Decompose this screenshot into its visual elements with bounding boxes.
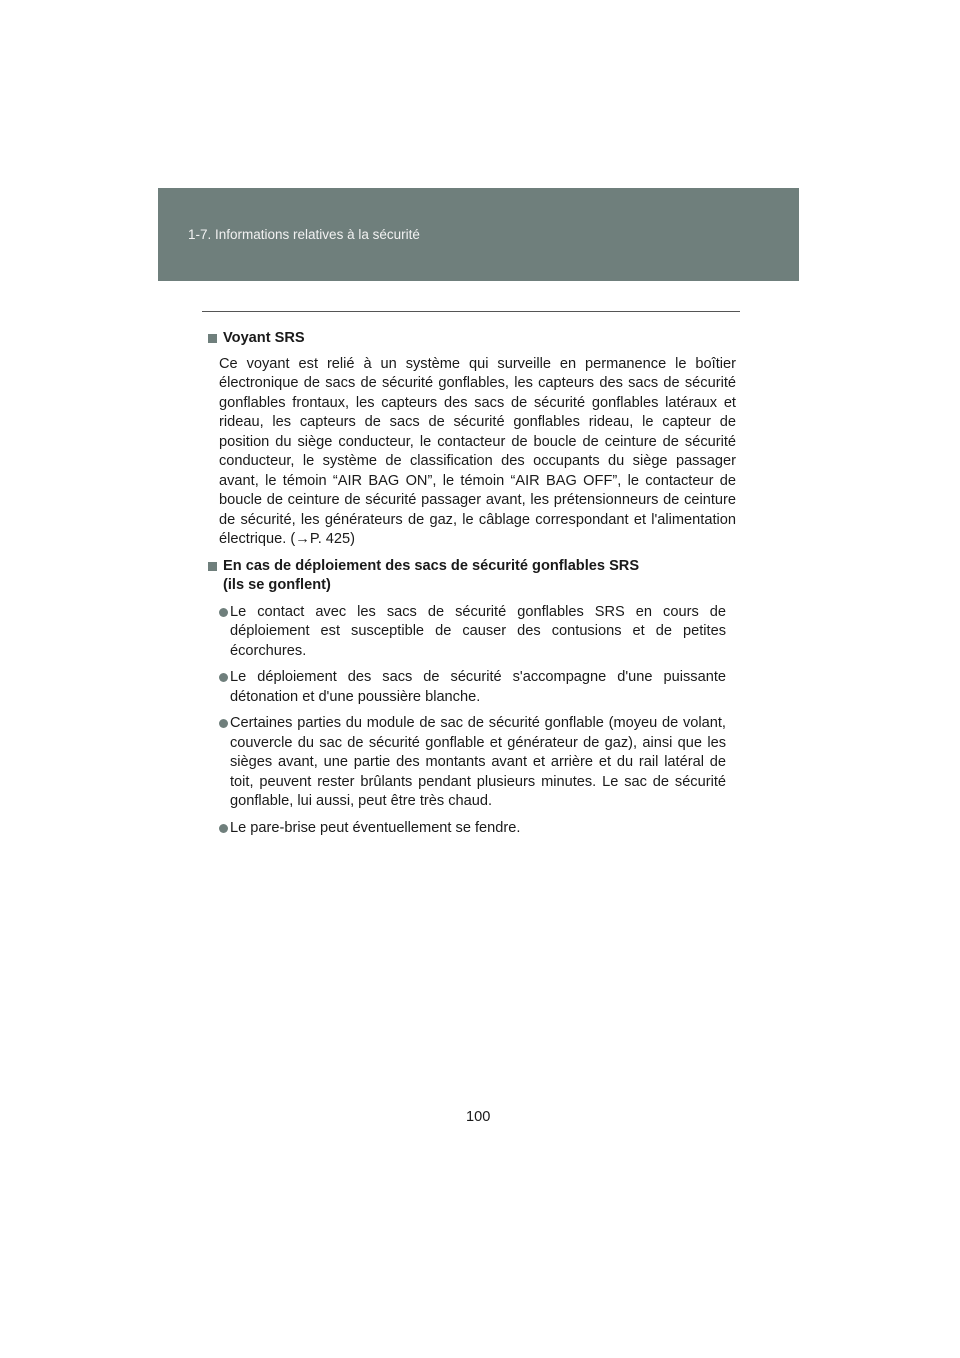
section-heading-text-line2: (ils se gonflent) (223, 577, 331, 593)
round-bullet-icon (219, 608, 228, 617)
deployment-bullet-list (208, 603, 736, 839)
round-bullet-icon (219, 719, 228, 728)
page-number: 100 (466, 1109, 491, 1125)
list-item (208, 819, 726, 839)
list-item-text: Le pare-brise peut éventuellement se fendre. (230, 819, 521, 836)
list-item-text: Certaines parties du module de sac de sécurité gonflable (moyeu de volant, couvercle du sac de sécurité gonflable et générateur de gaz), ainsi que les sièges avant, une partie des montants avant et arrière et du rail latéral de toit, peuvent rester brûlants pendant plusieurs minutes. Le sac de sécurité gonflable, lui aussi, peut être très chaud. (230, 715, 726, 809)
section-heading-text: Voyant SRS (223, 330, 305, 346)
list-item-text: Le déploiement des sacs de sécurité s'accompagne d'une puissante détonation et d'une poussière blanche. (230, 669, 726, 705)
round-bullet-icon (219, 824, 228, 833)
square-bullet-icon (208, 334, 217, 343)
header-divider (202, 311, 740, 312)
page-content (208, 329, 736, 845)
section-heading-srs-warning-light (208, 329, 736, 349)
list-item-text: Le contact avec les sacs de sécurité gonflables SRS en cours de déploiement est susceptible de causer des contusions et de petites écorchures. (230, 603, 726, 659)
section-paragraph: Ce voyant est relié à un système qui surveille en permanence le boîtier électronique de sacs de sécurité gonflables, les capteurs des sacs de sécurité gonflables frontaux, les capteurs des sacs de sécurité gonflables latéraux et rideau, les capteurs de sacs de sécurité gonflables rideau, le capteur de position du siège conducteur, le contacteur de boucle de ceinture de sécurité conducteur, le système de classification des occupants du siège passager avant, le témoin “AIR BAG ON”, le témoin “AIR BAG OFF”, le contacteur de boucle de ceinture de sécurité passager avant, les prétensionneurs de ceinture de sécurité, les générateurs de gaz, le câblage correspondant et l'alimentation électrique. (→P. 425) (219, 355, 736, 547)
square-bullet-icon (208, 562, 217, 571)
chapter-header-band (158, 188, 799, 281)
section-heading-airbag-deployment (208, 557, 736, 596)
round-bullet-icon (219, 673, 228, 682)
list-item (208, 668, 726, 707)
list-item (208, 603, 726, 662)
section-heading-text-line1: En cas de déploiement des sacs de sécurité gonflables SRS (223, 557, 640, 574)
list-item (208, 714, 726, 812)
chapter-title: 1-7. Informations relatives à la sécurité (188, 227, 420, 242)
